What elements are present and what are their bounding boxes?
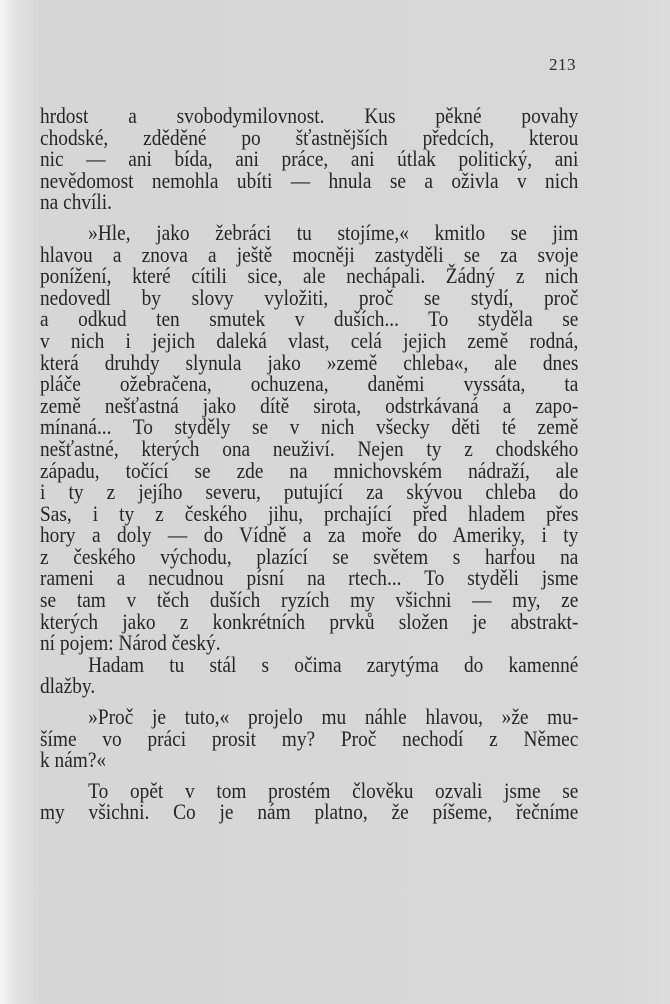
text-line: hrdost a svobodymilovnost. Kus pěkné povahy	[40, 103, 579, 128]
text-line: my všichni. Co je nám platno, že píšeme, řečníme	[40, 799, 579, 825]
paragraph	[40, 103, 579, 215]
body-text	[40, 103, 579, 825]
text-line: hory a doly — do Vídně a za moře do Ameriky, i ty	[40, 522, 579, 548]
text-line: na chvíli.	[40, 189, 113, 215]
text-line: a odkud ten smutek v duších... To styděla se	[40, 306, 579, 332]
text-line: šíme vo práci prosit my? Proč nechodí z Němec	[40, 725, 579, 751]
text-line: chodské, zděděné po šťastnějších předcích, kterou	[40, 124, 579, 150]
text-line: ní pojem: Národ český.	[40, 630, 221, 656]
text-line: ponížení, které cítili sice, ale nechápali. Žádný z nich	[40, 263, 579, 289]
text-line: »Proč je tuto,« projelo mu náhle hlavou, »že mu-	[88, 704, 579, 730]
text-line: nic — ani bída, ani práce, ani útlak politický, ani	[40, 146, 579, 172]
text-line: která druhdy slynula jako »země chleba«, ale dnes	[40, 349, 579, 375]
text-line: v nich i jejich daleká vlast, celá jejich země rodná,	[40, 327, 579, 353]
text-line: západu, točící se zde na mnichovském nádraží, ale	[40, 457, 579, 483]
text-line: k nám?«	[40, 747, 107, 773]
text-line: nevědomost nemohla ubíti — hnula se a oživla v nich	[40, 167, 579, 193]
text-line: To opět v tom prostém člověku ozvali jsme se	[88, 777, 579, 803]
text-line: kterých jako z konkrétních prvků složen je abstrakt-	[40, 608, 579, 634]
paragraph	[40, 777, 579, 825]
paragraph	[40, 651, 579, 699]
paragraph	[40, 219, 579, 656]
text-line: Hadam tu stál s očima zarytýma do kamenné	[88, 651, 579, 677]
text-line: země nešťastná jako dítě sirota, odstrkávaná a zapo-	[40, 392, 579, 418]
text-line: i ty z jejího severu, putující za skývou chleba do	[40, 479, 579, 505]
text-line: dlažby.	[40, 673, 96, 699]
text-line: »Hle, jako žebráci tu stojíme,« kmitlo se jim	[88, 219, 579, 245]
text-line: Sas, i ty z českého jihu, prchající před hladem přes	[40, 500, 579, 526]
text-line: nešťastné, kterých ona neuživí. Nejen ty z chodského	[40, 435, 579, 461]
text-line: mínaná... To styděly se v nich všecky děti té země	[40, 414, 579, 440]
text-line: pláče ožebračena, ochuzena, daněmi vyssáta, ta	[40, 371, 579, 397]
text-line: rameni a necudnou písní na rtech... To styděli jsme	[40, 565, 579, 591]
text-line: z českého východu, plazící se světem s harfou na	[40, 543, 579, 569]
text-line: se tam v těch duších ryzích my všichni — my, ze	[40, 587, 579, 613]
text-line: hlavou a znova a ještě mocněji zastyděli se za svoje	[40, 241, 579, 267]
page-number: 213	[549, 55, 576, 74]
text-line: nedovedl by slovy vyložiti, proč se stydí, proč	[40, 284, 579, 310]
paragraph	[40, 704, 579, 773]
